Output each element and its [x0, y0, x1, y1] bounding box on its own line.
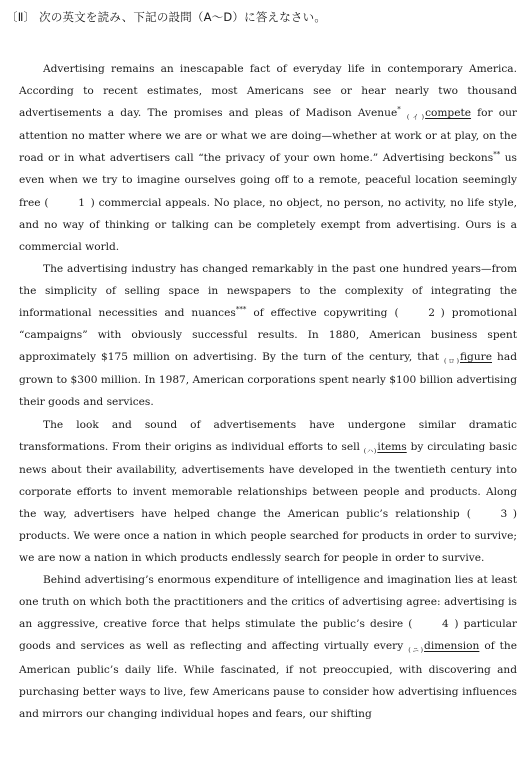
- footnote-mark: **: [493, 150, 501, 159]
- underlined-word-ha: items: [377, 440, 407, 453]
- blank-4: 4: [442, 618, 449, 631]
- paragraph-text: by circulating basic news about their availability, advertisements have developed in the twentieth century into corporate efforts to invent memorable relationships between people and products. Along the way, advertisers have helped change the American public’s relationship (: [19, 440, 518, 520]
- paragraph-text: for our attention no matter where we are or what we are doing—whether at work or at play, on the road or in what advertisers call “the privacy of your own home.” Advertising beckons: [19, 107, 517, 165]
- instruction-text: 次の英文を読み、下記の設問（A〜D）に答えなさい。: [39, 10, 327, 24]
- footnote-mark: ***: [235, 305, 247, 314]
- passage: [19, 58, 517, 725]
- paragraph-text: Advertising remains an inescapable fact of everyday life in contemporary America. According to recent estimates, most Americans see or hear nearly two thousand advertisements a day. The promises and pleas of Madison Avenue: [19, 63, 517, 120]
- paragraph-4: [19, 569, 517, 725]
- paragraph-text: The look and sound of advertisements have undergone similar dramatic transformations. From their origins as individual efforts to sell: [19, 418, 517, 453]
- blank-2: 2: [428, 307, 435, 320]
- paragraph-text: ) products. We were once a nation in which people searched for products in order to survive; we are now a nation in which products endlessly search for people in order to survive.: [19, 507, 517, 565]
- paragraph-text: had grown to $300 million. In 1987, American corporations spent nearly $100 billion advertising their goods and services.: [19, 351, 517, 409]
- paragraph-text: ) commercial appeals. No place, no object, no person, no activity, no life style, and no way of thinking or talking can be completely exempt from advertising. Ours is a commercial world.: [19, 196, 517, 253]
- paragraph-text: ) particular goods and services as well as reflecting and affecting virtually every: [19, 618, 517, 653]
- paragraph-text: us even when we try to imagine ourselves going off to a remote, peaceful location seemingly free (: [19, 152, 517, 209]
- paragraph-2: [19, 258, 517, 414]
- marker-ha: (ハ): [363, 446, 377, 455]
- underlined-word-ni: dimension: [424, 640, 480, 653]
- paragraph-text: The advertising industry has changed remarkably in the past one hundred years—from the simplicity of selling space in newspapers to the complexity of integrating the informational necessities and nuances: [19, 262, 517, 320]
- marker-i: (イ): [406, 113, 425, 122]
- marker-ni: (ニ): [408, 646, 424, 655]
- paragraph-text: Behind advertising’s enormous expenditure of intelligence and imagination lies at least one truth on which both the practitioners and the critics of advertising agree: advertising is an aggressive, creative force that helps stimulate the public’s desire (: [19, 574, 517, 631]
- paragraph-3: [19, 414, 517, 570]
- footnote-mark: *: [397, 105, 401, 114]
- paragraph-text: of effective copywriting (: [246, 307, 399, 320]
- underlined-word-ro: figure: [459, 351, 492, 364]
- paragraph-text: of the American public’s daily life. While fascinated, if not preoccupied, with discovering and purchasing better ways to live, few Americans pause to consider how advertising influences and mirrors our changing individual hopes and fears, our shifting: [19, 640, 518, 720]
- section-number: 〔Ⅱ〕: [6, 10, 36, 24]
- blank-3: 3: [500, 507, 508, 520]
- paragraph-text: ) promotional “campaigns” with obviously successful results. In 1880, American business spent approximately $175 million on advertising. By the turn of the century, that: [19, 307, 517, 364]
- marker-ro: (ロ): [444, 357, 459, 366]
- blank-1: 1: [78, 196, 85, 209]
- underlined-word-i: compete: [425, 107, 472, 120]
- question-header: [6, 9, 326, 25]
- paragraph-1: [19, 58, 517, 258]
